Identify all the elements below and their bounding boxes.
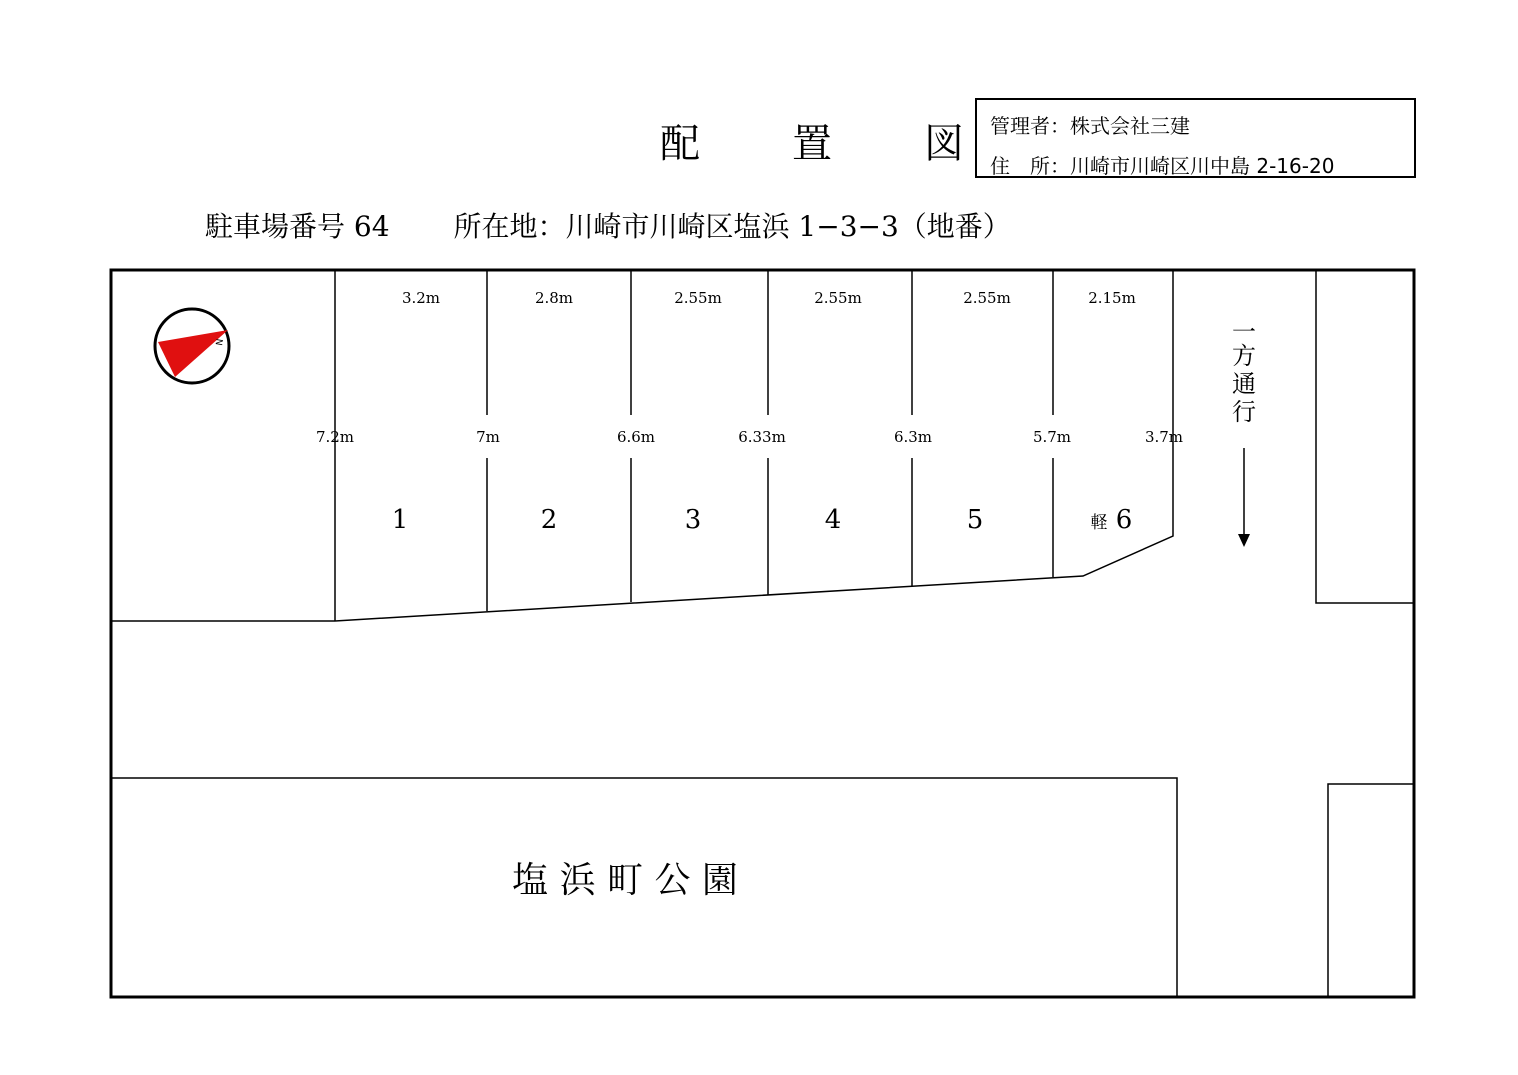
width-label: 3.2m bbox=[401, 289, 441, 307]
one-way-char: 通 bbox=[1232, 370, 1256, 398]
space-number: 3 bbox=[684, 505, 702, 535]
one-way-char: 一 bbox=[1232, 318, 1256, 346]
length-label: 7m bbox=[476, 428, 500, 446]
one-way-label bbox=[1232, 318, 1256, 426]
space-number: 1 bbox=[391, 505, 409, 535]
width-label: 2.15m bbox=[1088, 289, 1136, 307]
one-way-char: 行 bbox=[1232, 398, 1256, 426]
address-text: 住 所：川崎市川崎区川中島 2-16-20 bbox=[990, 154, 1335, 178]
lot-location: 所在地：川崎市川崎区塩浜 1−3−3（地番） bbox=[453, 210, 1011, 243]
length-label: 6.33m bbox=[738, 428, 786, 446]
down-arrow-icon bbox=[1238, 448, 1250, 547]
length-labels bbox=[316, 428, 1183, 446]
length-label: 7.2m bbox=[315, 428, 355, 446]
length-label: 5.7m bbox=[1032, 428, 1072, 446]
width-label: 2.8m bbox=[534, 289, 574, 307]
right-structures bbox=[1316, 270, 1414, 997]
kei-label: 軽 bbox=[1090, 513, 1108, 533]
right-lower-building bbox=[1328, 784, 1414, 997]
space-number: 2 bbox=[540, 505, 558, 535]
lot-number: 駐車場番号 64 bbox=[205, 210, 390, 243]
compass-label: N bbox=[215, 338, 227, 347]
space-number: 4 bbox=[824, 505, 842, 535]
right-upper-building bbox=[1316, 270, 1414, 603]
page-title: 配 置 図 bbox=[660, 121, 990, 167]
one-way-char: 方 bbox=[1232, 342, 1256, 370]
width-label: 2.55m bbox=[814, 289, 862, 307]
manager-text: 管理者：株式会社三建 bbox=[990, 114, 1190, 138]
park-label: 塩 浜 町 公 園 bbox=[512, 860, 738, 901]
site-boundary bbox=[111, 270, 1414, 997]
width-label: 2.55m bbox=[963, 289, 1011, 307]
length-label: 6.6m bbox=[616, 428, 656, 446]
width-label: 2.55m bbox=[674, 289, 722, 307]
length-label: 3.7m bbox=[1144, 428, 1184, 446]
space-number: 6 bbox=[1115, 505, 1133, 535]
space-number: 5 bbox=[966, 505, 984, 535]
north-arrow-icon bbox=[155, 309, 229, 383]
width-labels bbox=[402, 289, 1136, 307]
space-numbers bbox=[392, 505, 1133, 535]
length-label: 6.3m bbox=[893, 428, 933, 446]
